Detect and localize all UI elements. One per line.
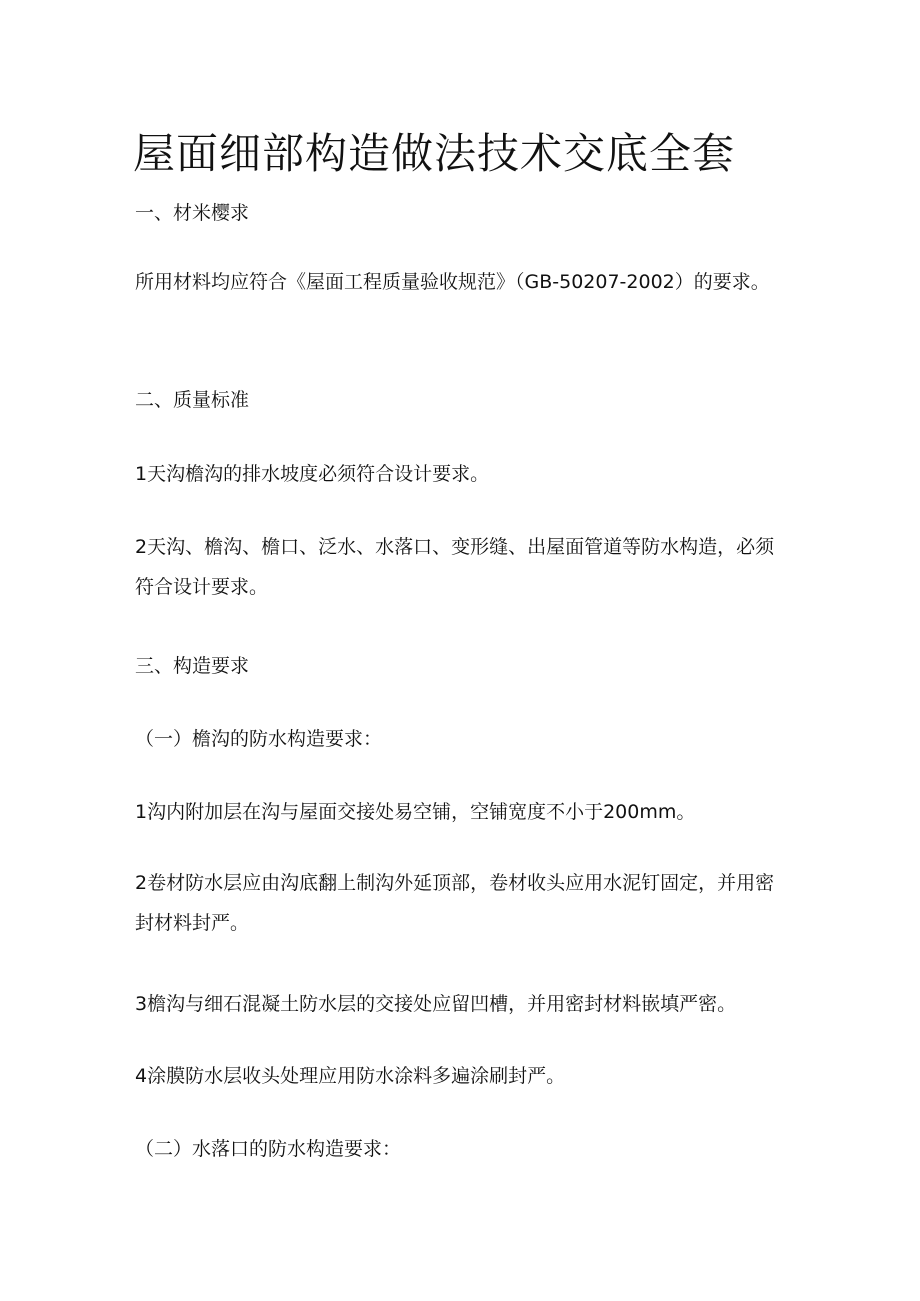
paragraph-eaves-item-2: 2卷材防水层应由沟底翻上制沟外延顶部，卷材收头应用水泥钉固定，并用密封材料封严。 bbox=[135, 872, 775, 934]
paragraph-materials-standard: 所用材料均应符合《屋面工程质量验收规范》（GB-50207-2002）的要求。 bbox=[135, 271, 770, 293]
paragraph-eaves-item-1: 1沟内附加层在沟与屋面交接处易空铺，空铺宽度不小于200mm。 bbox=[135, 801, 696, 823]
section-heading-quality: 二、质量标准 bbox=[135, 389, 250, 411]
subsection-heading-eaves-gutter: （一）檐沟的防水构造要求： bbox=[135, 728, 383, 750]
section-heading-materials: 一、材米樱求 bbox=[135, 202, 250, 224]
paragraph-eaves-item-3: 3檐沟与细石混凝土防水层的交接处应留凹槽，并用密封材料嵌填严密。 bbox=[135, 993, 737, 1015]
paragraph-eaves-item-4: 4涂膜防水层收头处理应用防水涂料多遍涂刷封严。 bbox=[135, 1065, 566, 1087]
paragraph-waterproof-structures: 2天沟、檐沟、檐口、泛水、水落口、变形缝、出屋面管道等防水构造，必须符合设计要求。 bbox=[135, 536, 775, 598]
paragraph-gutter-slope: 1天沟檐沟的排水坡度必须符合设计要求。 bbox=[135, 463, 490, 485]
document-title: 屋面细部构造做法技术交底全套 bbox=[133, 129, 736, 178]
subsection-heading-drain-outlet: （二）水落口的防水构造要求： bbox=[135, 1138, 402, 1160]
section-heading-construction: 三、构造要求 bbox=[135, 655, 250, 677]
